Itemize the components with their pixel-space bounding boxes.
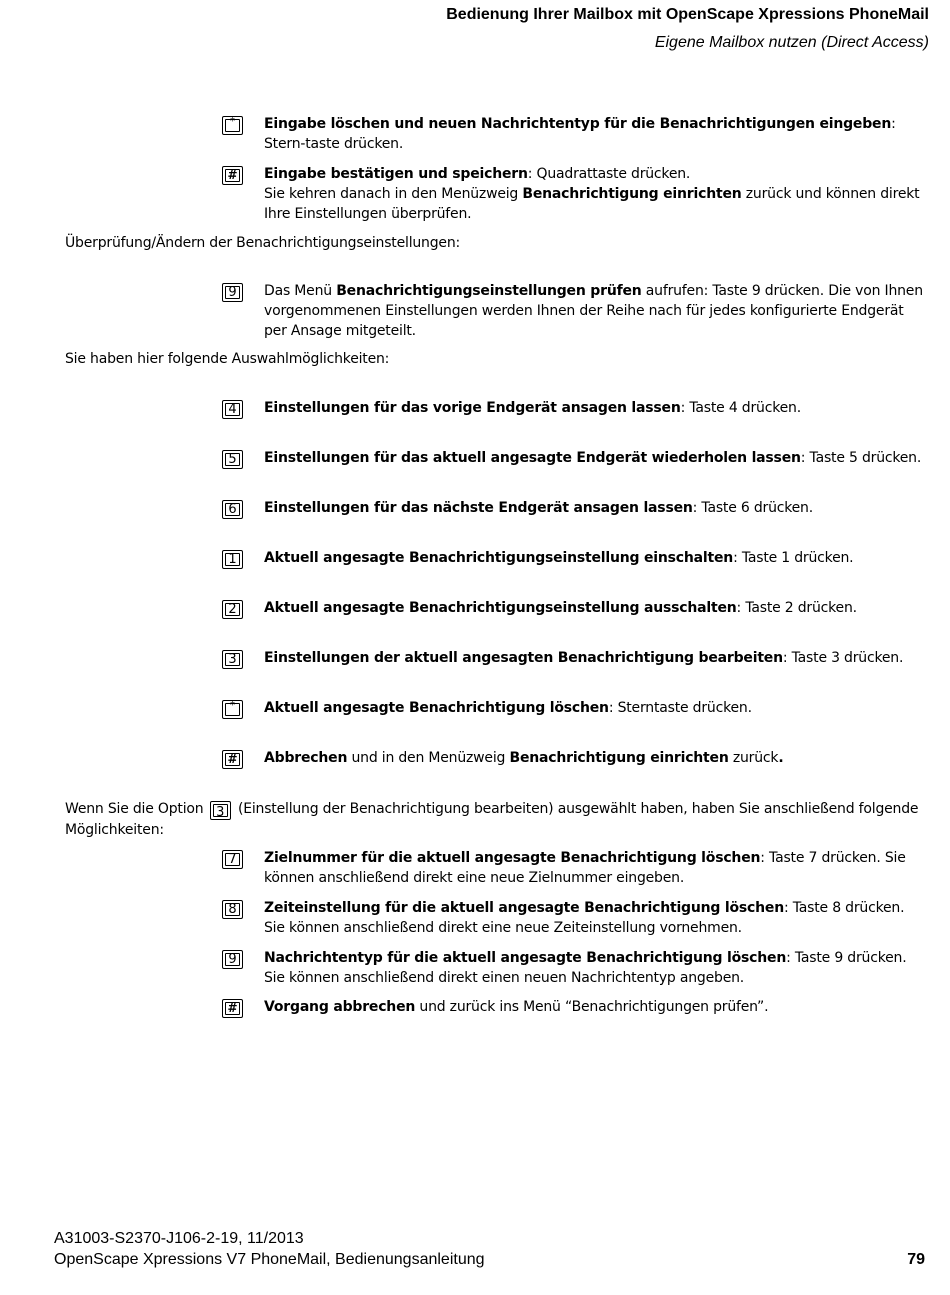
instruction-row [221,283,926,343]
header-title: Bedienung Ihrer Mailbox mit OpenScape Xpressions PhoneMail [446,6,929,23]
star-key-icon: * [222,116,243,135]
option-text: Zielnummer für die aktuell angesagte Benachrichtigung löschen: Taste 7 drücken. Sie können anschließend direkt eine neue Zielnummer eingeben. [264,850,906,886]
key-5-icon: 5 [222,450,243,469]
section-intro: Sie haben hier folgende Auswahlmöglichkeiten: [65,351,390,367]
option-text: Abbrechen und in den Menüzweig Benachrichtigung einrichten zurück. [264,750,784,766]
option-text: Nachrichtentyp für die aktuell angesagte Benachrichtigung löschen: Taste 9 drücken. Sie können anschließend direkt einen neuen Nachrichtentyp angeben. [264,950,907,986]
section-intro: Wenn Sie die Option 3 (Einstellung der Benachrichtigung bearbeiten) ausgewählt haben, haben Sie anschließend folgende Möglichkeiten: [65,801,919,838]
option-row [221,999,926,1059]
key-6-icon: 6 [222,500,243,519]
option-text: Aktuell angesagte Benachrichtigungseinstellung einschalten: Taste 1 drücken. [264,550,854,566]
option-text: Einstellungen für das aktuell angesagte Endgerät wiederholen lassen: Taste 5 drücken. [264,450,922,466]
key-9-icon: 9 [222,283,243,302]
instruction-text: Eingabe löschen und neuen Nachrichtentyp für die Benachrichtigungen eingeben: Stern-taste drücken. [264,116,896,152]
page-number: 79 [907,1251,925,1268]
option-text: Einstellungen für das vorige Endgerät ansagen lassen: Taste 4 drücken. [264,400,801,416]
header-subtitle: Eigene Mailbox nutzen (Direct Access) [654,34,929,51]
section-intro: Überprüfung/Ändern der Benachrichtigungseinstellungen: [65,235,461,251]
star-key-icon: * [222,700,243,719]
key-3-icon: 3 [210,801,231,820]
key-1-icon: 1 [222,550,243,569]
option-text: Aktuell angesagte Benachrichtigungseinstellung ausschalten: Taste 2 drücken. [264,600,857,616]
option-text: Zeiteinstellung für die aktuell angesagte Benachrichtigung löschen: Taste 8 drücken. Sie können anschließend direkt eine neue Zeiteinstellung vornehmen. [264,900,905,936]
key-2-icon: 2 [222,600,243,619]
footer-doc-title: OpenScape Xpressions V7 PhoneMail, Bedienungsanleitung [54,1251,485,1268]
key-4-icon: 4 [222,400,243,419]
option-text: Vorgang abbrechen und zurück ins Menü “Benachrichtigungen prüfen”. [264,999,769,1015]
key-8-icon: 8 [222,900,243,919]
key-9-icon: 9 [222,950,243,969]
option-text: Einstellungen für das nächste Endgerät ansagen lassen: Taste 6 drücken. [264,500,813,516]
option-text: Einstellungen der aktuell angesagten Benachrichtigung bearbeiten: Taste 3 drücken. [264,650,904,666]
option-text: Aktuell angesagte Benachrichtigung löschen: Sterntaste drücken. [264,700,752,716]
instruction-row [221,166,926,226]
hash-key-icon: # [222,999,243,1018]
key-3-icon: 3 [222,650,243,669]
hash-key-icon: # [222,166,243,185]
key-7-icon: 7 [222,850,243,869]
instruction-text: Das Menü Benachrichtigungseinstellungen prüfen aufrufen: Taste 9 drücken. Die von Ihnen vorgenommenen Einstellungen werden Ihnen der Reihe nach für jedes konfigurierte Endgerät per Ansage mitgeteilt. [264,283,923,339]
hash-key-icon: # [222,750,243,769]
footer-doc-id: A31003-S2370-J106-2-19, 11/2013 [54,1230,304,1247]
instruction-text: Eingabe bestätigen und speichern: Quadrattaste drücken. Sie kehren danach in den Menüzweig Benachrichtigung einrichten zurück und können direkt Ihre Einstellungen überprüfen. [264,166,920,222]
